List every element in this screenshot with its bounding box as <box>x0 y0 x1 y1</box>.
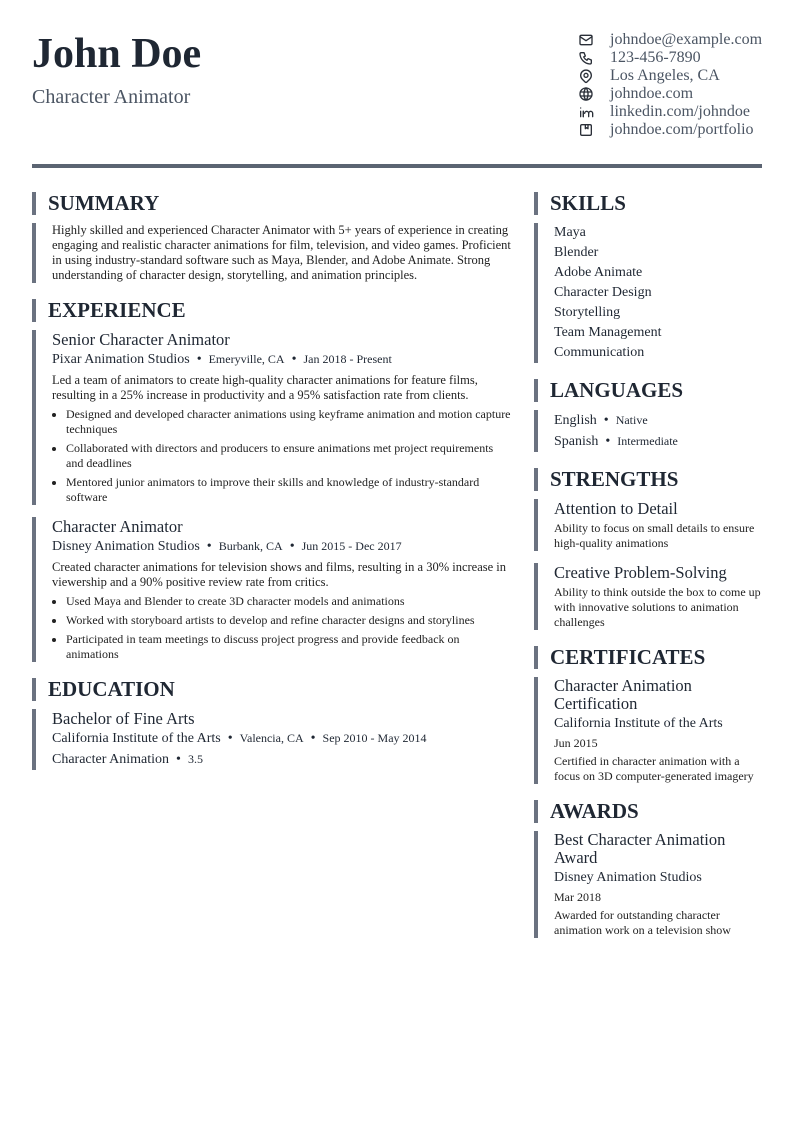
resume-page <box>32 0 763 937</box>
globe-icon <box>578 86 594 102</box>
separator-dot: • <box>605 434 611 449</box>
contact-email-text[interactable]: johndoe@example.com <box>610 31 763 48</box>
language-level: Native <box>615 413 648 427</box>
skill-item: Storytelling <box>554 305 621 320</box>
job-meta <box>52 349 512 370</box>
candidate-name: John Doe <box>32 31 202 77</box>
job-dates: Jun 2015 - Dec 2017 <box>301 539 402 553</box>
award-entry <box>534 831 762 938</box>
job-bullet: • Used Maya and Blender to create 3D character models and animations <box>66 594 512 609</box>
separator-dot: • <box>289 539 295 554</box>
certificate-date: Jun 2015 <box>554 736 598 750</box>
award-description: Awarded for outstanding character animation work on a television show <box>554 908 731 937</box>
job-bullet: • Worked with storyboard artists to develop and refine character designs and storylines <box>66 613 512 628</box>
certificate-description: Certified in character animation with a focus on 3D computer-generated imagery <box>554 754 754 783</box>
skill-item: Blender <box>554 245 599 260</box>
summary-section <box>32 223 512 283</box>
contact-location <box>578 67 762 85</box>
skill-item: Maya <box>554 225 586 240</box>
right-column <box>534 192 762 938</box>
separator-dot: • <box>176 752 181 767</box>
strength-title: Creative Problem-Solving <box>554 563 727 582</box>
job-description: Created character animations for television shows and films, resulting in a 30% increase in viewership and a 90% positive review rate from critics. <box>52 560 507 589</box>
skill-item: Team Management <box>554 325 662 340</box>
certificates-heading: CERTIFICATES <box>534 646 762 669</box>
job-description: Led a team of animators to create high-quality character animations for feature films, resulting in a 25% increase in productivity and a 95% satisfaction rate from clients. <box>52 373 478 402</box>
separator-dot: • <box>603 413 609 428</box>
certificate-title: Character Animation Certification <box>554 676 692 713</box>
experience-entry <box>32 330 512 505</box>
separator-dot: • <box>206 539 212 554</box>
job-bullets <box>52 594 512 662</box>
job-bullet: • Collaborated with directors and producers to ensure animations met project requirements and deadlines <box>66 441 512 471</box>
contact-linkedin-text[interactable]: linkedin.com/johndoe <box>610 103 750 120</box>
strength-title: Attention to Detail <box>554 499 678 518</box>
contact-linkedin[interactable] <box>578 103 762 121</box>
award-issuer: Disney Animation Studios <box>554 870 702 885</box>
summary-text: Highly skilled and experienced Character Animator with 5+ years of experience in creating engaging and realistic character animations for film, television, and video games. Proficient in using industry-standard software such as Maya, Blender, and Adobe Animate. Strong understanding of character design, storytelling, and animation principles. <box>52 223 511 282</box>
contact-website[interactable] <box>578 85 762 103</box>
separator-dot: • <box>291 352 297 367</box>
skill-item: Adobe Animate <box>554 265 643 280</box>
job-dates: Jan 2018 - Present <box>303 352 392 366</box>
candidate-title: Character Animator <box>32 86 191 108</box>
job-company: Pixar Animation Studios <box>52 352 190 367</box>
certificate-entry <box>534 677 762 784</box>
job-bullet: • Participated in team meetings to discuss project progress and provide feedback on animations <box>66 632 512 662</box>
contact-phone-text[interactable]: 123-456-7890 <box>610 49 701 66</box>
linkedin-icon <box>578 104 594 120</box>
education-degree: Bachelor of Fine Arts <box>52 709 195 728</box>
job-location: Emeryville, CA <box>208 352 285 366</box>
award-title: Best Character Animation Award <box>554 830 726 867</box>
phone-icon <box>578 50 594 66</box>
skills-heading: SKILLS <box>534 192 762 215</box>
resume-header <box>32 0 762 168</box>
certificate-issuer: California Institute of the Arts <box>554 716 723 731</box>
separator-dot: • <box>310 731 316 746</box>
email-icon <box>578 32 594 48</box>
job-bullet: • Designed and developed character animations using keyframe animation and motion capture techniques <box>66 407 512 437</box>
portfolio-icon <box>578 122 594 138</box>
left-column <box>32 192 512 770</box>
job-company: Disney Animation Studios <box>52 539 200 554</box>
education-meta <box>52 728 512 749</box>
separator-dot: • <box>227 731 233 746</box>
experience-entry <box>32 517 512 662</box>
contact-portfolio[interactable] <box>578 121 762 139</box>
job-location: Burbank, CA <box>218 539 283 553</box>
job-bullets <box>52 407 512 505</box>
location-icon <box>578 68 594 84</box>
contact-email[interactable] <box>578 31 762 49</box>
strength-description: Ability to think outside the box to come up with innovative solutions to animation challenges <box>554 585 761 629</box>
education-entry <box>32 709 512 770</box>
skill-item: Communication <box>554 345 645 360</box>
separator-dot: • <box>196 352 202 367</box>
experience-heading: EXPERIENCE <box>32 299 512 322</box>
languages-list <box>534 410 762 452</box>
language-item <box>554 431 762 452</box>
strength-description: Ability to focus on small details to ensure high-quality animations <box>554 521 755 550</box>
contact-phone[interactable] <box>578 49 762 67</box>
contact-list <box>578 31 762 139</box>
education-heading: EDUCATION <box>32 678 512 701</box>
strength-entry <box>534 563 762 630</box>
language-name: English <box>554 413 597 428</box>
contact-location-text: Los Angeles, CA <box>610 67 720 84</box>
education-field: Character Animation <box>52 752 170 767</box>
language-item <box>554 410 762 431</box>
education-location: Valencia, CA <box>239 731 304 745</box>
language-level: Intermediate <box>617 434 678 448</box>
language-name: Spanish <box>554 434 599 449</box>
strength-entry <box>534 499 762 551</box>
strengths-heading: STRENGTHS <box>534 468 762 491</box>
job-title: Senior Character Animator <box>52 330 230 349</box>
contact-website-text[interactable]: johndoe.com <box>610 85 694 102</box>
skills-list <box>534 223 762 363</box>
education-dates: Sep 2010 - May 2014 <box>322 731 427 745</box>
job-meta <box>52 536 512 557</box>
award-date: Mar 2018 <box>554 890 601 904</box>
education-gpa: 3.5 <box>187 752 203 766</box>
summary-heading: SUMMARY <box>32 192 512 215</box>
job-bullet: • Mentored junior animators to improve their skills and knowledge of industry-standard software <box>66 475 512 505</box>
header-divider <box>32 164 762 168</box>
skill-item: Character Design <box>554 285 652 300</box>
education-school: California Institute of the Arts <box>52 731 221 746</box>
job-title: Character Animator <box>52 517 183 536</box>
contact-portfolio-text[interactable]: johndoe.com/portfolio <box>610 121 754 138</box>
education-field-row <box>52 749 512 770</box>
languages-heading: LANGUAGES <box>534 379 762 402</box>
awards-heading: AWARDS <box>534 800 762 823</box>
